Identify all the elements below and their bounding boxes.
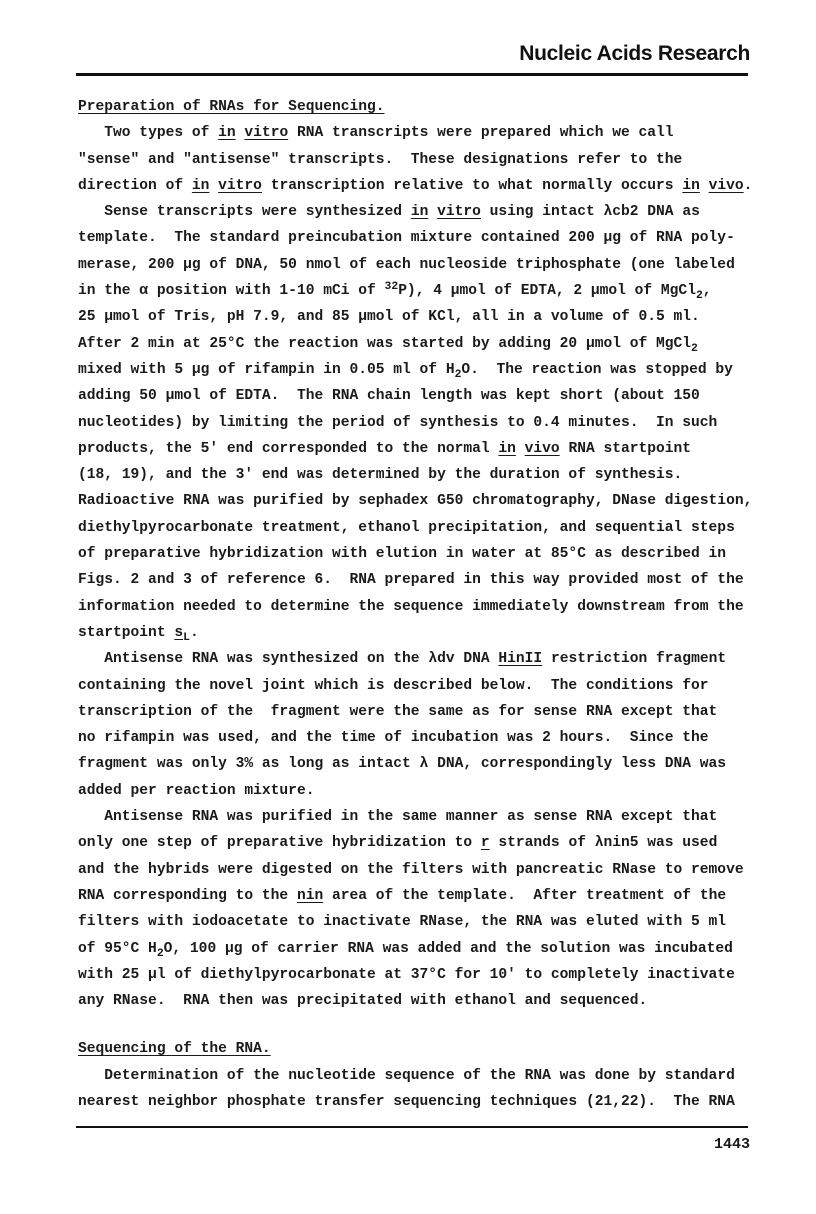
page-number: 1443 [713, 1136, 750, 1153]
text-line: of 95°C $H_2O$, 100 μg of carrier RNA was added and the solution was incubated [78, 940, 733, 960]
footer-rule [76, 1126, 748, 1128]
text-line: transcription of the fragment were the same as for sense RNA except that [78, 703, 718, 720]
header-rule [76, 73, 748, 76]
text-line: fragment was only 3% as long as intact λ DNA, correspondingly less DNA was [78, 756, 727, 773]
text-line: Radioactive RNA was purified by sephadex G50 chromatography, DNase digestion, [78, 493, 753, 510]
text-line: nearest neighbor phosphate transfer sequencing techniques (21,22). The RNA [78, 1093, 735, 1110]
text-line: containing the novel joint which is described below. The conditions for [78, 677, 709, 694]
text-line: startpoint $s_L$. [78, 624, 199, 644]
text-line: nucleotides) by limiting the period of synthesis to 0.4 minutes. In such [78, 414, 718, 431]
text-line: information needed to determine the sequence immediately downstream from the [78, 598, 744, 615]
text-line: merase, 200 μg of DNA, 50 nmol of each nucleoside triphosphate (one labeled [78, 256, 735, 273]
text-line: Antisense RNA was purified in the same manner as sense RNA except that [104, 809, 718, 826]
text-line: Figs. 2 and 3 of reference 6. RNA prepared in this way provided most of the [78, 572, 744, 589]
article-body [78, 94, 753, 1115]
text-line: direction of in vitro transcription relative to what normally occurs in vivo. [78, 177, 753, 194]
text-line: only one step of preparative hybridization to r strands of λnin5 was used [78, 835, 718, 852]
text-line: template. The standard preincubation mixture contained 200 μg of RNA poly- [78, 230, 735, 247]
text-line: of preparative hybridization with elution in water at 85°C as described in [78, 546, 727, 563]
text-line: and the hybrids were digested on the filters with pancreatic RNase to remove [78, 861, 744, 878]
text-line: added per reaction mixture. [78, 782, 315, 799]
text-line: "sense" and "antisense" transcripts. These designations refer to the [78, 151, 683, 168]
text-line: 25 μmol of Tris, pH 7.9, and 85 μmol of KCl, all in a volume of 0.5 ml. [78, 309, 700, 326]
text-line: Sense transcripts were synthesized in vitro using intact λcb2 DNA as [104, 204, 700, 221]
text-line: products, the 5' end corresponded to the normal in vivo RNA startpoint [78, 440, 692, 457]
text-line: in the α position with 1-10 mCi of $^{32}$P), 4 μmol of EDTA, 2 μmol of MgCl$_2$, [78, 280, 712, 303]
text-line: mixed with 5 μg of rifampin in 0.05 ml of $H_2O$. The reaction was stopped by [78, 361, 733, 381]
text-line: adding 50 μmol of EDTA. The RNA chain length was kept short (about 150 [78, 388, 700, 405]
text-line: Two types of in vitro RNA transcripts were prepared which we call [104, 125, 674, 142]
text-line: any RNase. RNA then was precipitated with ethanol and sequenced. [78, 993, 648, 1010]
text-line: (18, 19), and the 3' end was determined by the duration of synthesis. [78, 467, 683, 484]
text-line: filters with iodoacetate to inactivate RNase, the RNA was eluted with 5 ml [78, 914, 727, 931]
text-line: After 2 min at 25°C the reaction was started by adding 20 μmol of MgCl$_2$ [78, 335, 698, 355]
text-line: Antisense RNA was synthesized on the λdv DNA HinII restriction fragment [104, 651, 727, 668]
text-line: no rifampin was used, and the time of incubation was 2 hours. Since the [78, 730, 709, 747]
text-line: RNA corresponding to the nin area of the template. After treatment of the [78, 887, 727, 904]
section-heading: Sequencing of the RNA. [78, 1041, 271, 1058]
text-line: diethylpyrocarbonate treatment, ethanol precipitation, and sequential steps [78, 519, 735, 536]
journal-title: Nucleic Acids Research [519, 42, 750, 65]
section-heading: Preparation of RNAs for Sequencing. [78, 99, 385, 115]
text-line: Determination of the nucleotide sequence of the RNA was done by standard [104, 1067, 735, 1084]
text-line: with 25 μl of diethylpyrocarbonate at 37°C for 10' to completely inactivate [78, 966, 735, 983]
